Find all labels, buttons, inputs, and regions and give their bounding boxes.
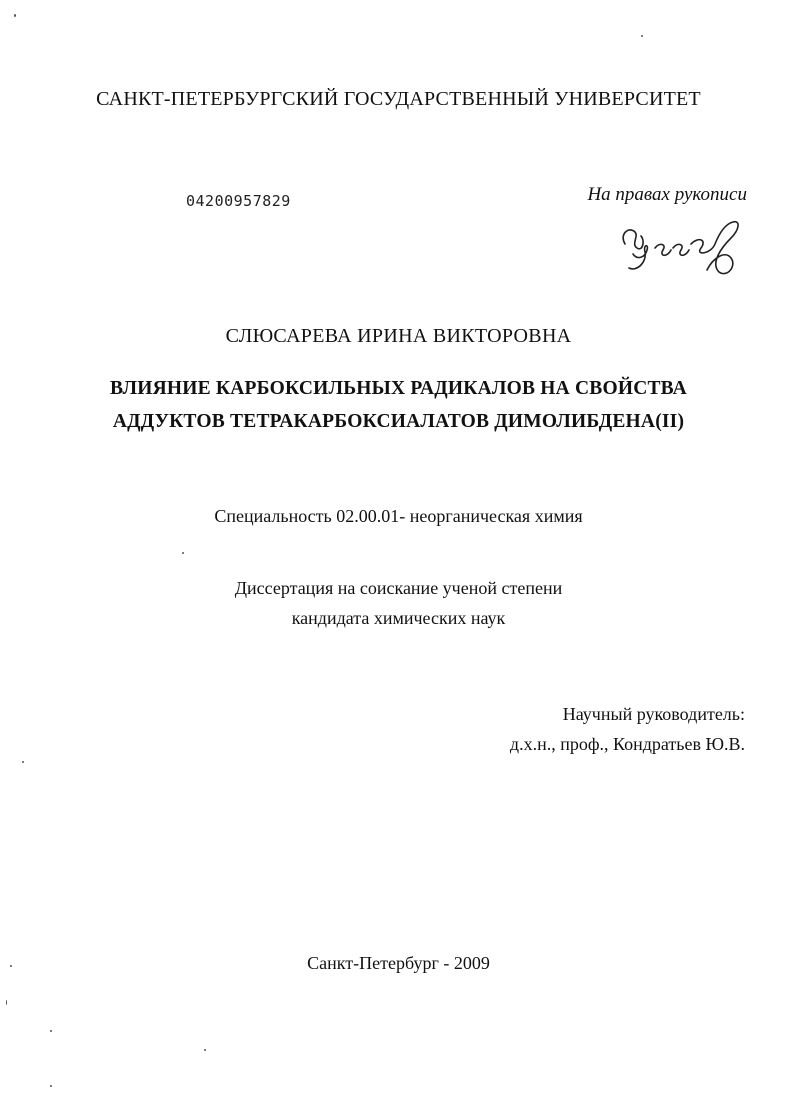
scan-speck: [641, 35, 643, 37]
specialty: Специальность 02.00.01- неорганическая химия: [214, 506, 583, 526]
scan-speck: [204, 1049, 206, 1051]
rights-note: На правах рукописи: [587, 184, 747, 205]
scan-speck: [10, 965, 12, 967]
scan-speck: [22, 761, 24, 763]
advisor-label: Научный руководитель:: [562, 704, 745, 724]
degree-line-1: Диссертация на соискание ученой степени: [234, 578, 563, 598]
catalog-number: 04200957829: [186, 192, 291, 210]
signature-image: [615, 214, 755, 284]
thesis-title-line-1: ВЛИЯНИЕ КАРБОКСИЛЬНЫХ РАДИКАЛОВ НА СВОЙСТВА: [110, 378, 687, 399]
scan-speck: [14, 14, 16, 17]
advisor-name: д.х.н., проф., Кондратьев Ю.В.: [509, 734, 745, 754]
scan-speck: [50, 1085, 52, 1087]
scan-speck: [6, 1000, 7, 1005]
author-name: СЛЮСАРЕВА ИРИНА ВИКТОРОВНА: [225, 325, 572, 347]
scan-speck: [50, 1030, 52, 1032]
degree-line-2: кандидата химических наук: [291, 608, 506, 628]
thesis-title-line-2: АДДУКТОВ ТЕТРАКАРБОКСИАЛАТОВ ДИМОЛИБДЕНА(II): [112, 411, 685, 432]
city-year: Санкт-Петербург - 2009: [307, 953, 490, 973]
scan-speck: [182, 552, 184, 554]
university-name: САНКТ-ПЕТЕРБУРГСКИЙ ГОСУДАРСТВЕННЫЙ УНИВЕРСИТЕТ: [96, 88, 701, 110]
